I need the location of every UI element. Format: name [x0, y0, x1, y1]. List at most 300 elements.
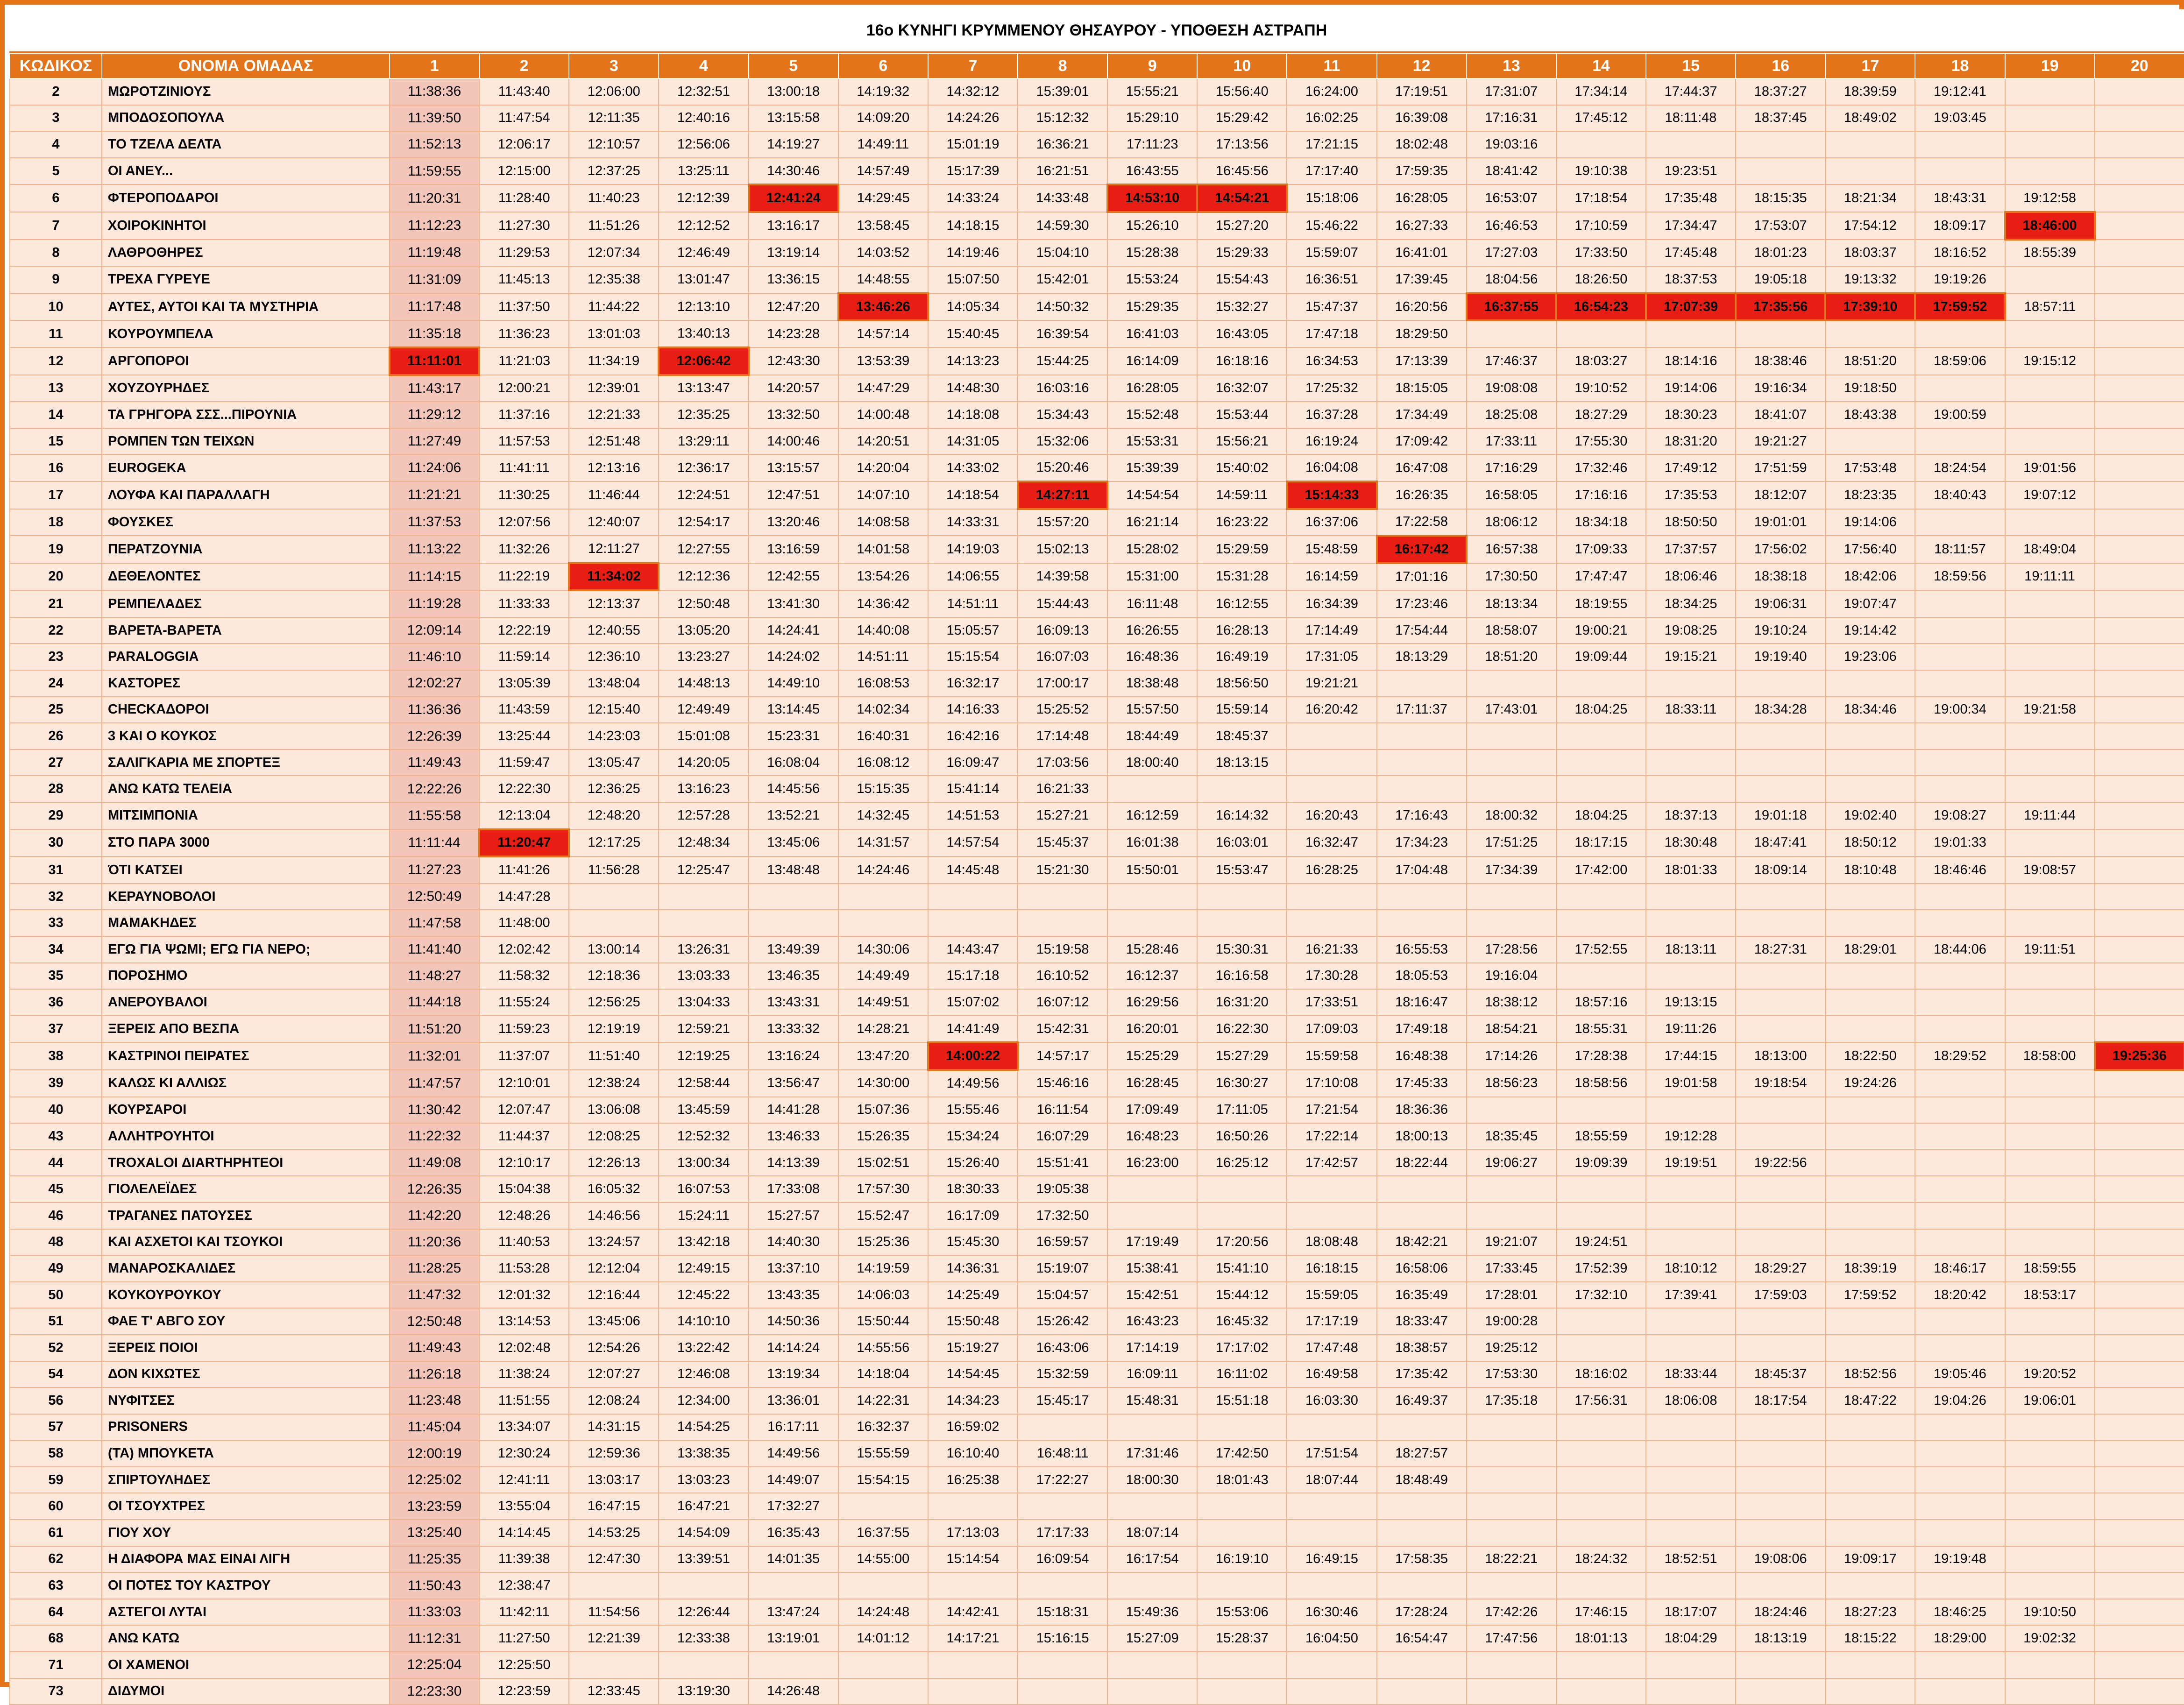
table-row	[10, 1467, 2184, 1493]
header-checkpoint-17: 17	[1825, 53, 1915, 78]
time-cell	[1377, 1678, 1467, 1705]
time-cell: 13:20:46	[749, 509, 838, 536]
time-cell: 18:27:23	[1825, 1599, 1915, 1626]
time-cell	[2005, 1467, 2095, 1493]
time-cell: 15:55:21	[1107, 78, 1197, 105]
time-cell: 14:24:02	[749, 644, 838, 670]
time-cell: 16:59:57	[1018, 1229, 1107, 1256]
time-cell	[1915, 1070, 2005, 1097]
time-cell	[1825, 910, 1915, 936]
time-cell	[1646, 884, 1736, 910]
time-cell: 19:11:44	[2005, 802, 2095, 829]
table-row	[10, 1652, 2184, 1678]
time-cell	[1825, 1652, 1915, 1678]
time-cell: 18:13:15	[1197, 750, 1287, 776]
header-row	[10, 53, 2184, 78]
time-cell: 17:34:39	[1467, 856, 1556, 884]
time-cell: 12:33:45	[569, 1678, 659, 1705]
time-cell: 12:52:32	[659, 1123, 748, 1150]
time-cell: 12:10:17	[479, 1150, 569, 1176]
time-cell: 12:21:33	[569, 402, 659, 428]
time-cell: 18:52:51	[1646, 1546, 1736, 1573]
time-cell: 18:54:21	[1467, 1016, 1556, 1043]
time-cell	[2005, 78, 2095, 105]
time-cell: 17:56:02	[1736, 536, 1825, 563]
time-cell: 12:15:40	[569, 697, 659, 723]
time-cell: 15:07:50	[928, 266, 1018, 293]
time-cell: 19:05:18	[1736, 266, 1825, 293]
header-checkpoint-2: 2	[479, 53, 569, 78]
time-cell: 16:08:04	[749, 750, 838, 776]
time-cell	[1825, 1097, 1915, 1124]
time-cell: 19:20:52	[2005, 1361, 2095, 1388]
team-code: 61	[10, 1520, 102, 1546]
time-cell	[2005, 750, 2095, 776]
header-checkpoint-6: 6	[838, 53, 928, 78]
team-name: ΛΑΘΡΟΘΗΡΕΣ	[102, 240, 390, 267]
time-cell	[1915, 989, 2005, 1016]
time-cell: 16:42:16	[928, 723, 1018, 750]
time-cell: 11:55:58	[390, 802, 479, 829]
time-cell: 19:08:08	[1467, 375, 1556, 402]
time-cell: 12:33:38	[659, 1625, 748, 1652]
time-cell	[1646, 320, 1736, 347]
time-cell: 12:22:30	[479, 776, 569, 802]
time-cell	[2095, 617, 2184, 644]
time-cell	[2095, 212, 2184, 240]
time-cell: 16:37:06	[1287, 509, 1376, 536]
time-cell: 16:11:54	[1018, 1097, 1107, 1124]
time-cell: 12:47:51	[749, 481, 838, 509]
team-code: 43	[10, 1123, 102, 1150]
time-cell	[1197, 1414, 1287, 1441]
time-cell: 15:57:50	[1107, 697, 1197, 723]
time-cell: 11:59:55	[390, 158, 479, 185]
time-cell	[1107, 1493, 1197, 1520]
time-cell: 14:25:49	[928, 1282, 1018, 1309]
time-cell	[1915, 1440, 2005, 1467]
time-cell	[2095, 1335, 2184, 1361]
time-cell: 17:31:46	[1107, 1440, 1197, 1467]
header-checkpoint-9: 9	[1107, 53, 1197, 78]
table-row	[10, 802, 2184, 829]
team-code: 45	[10, 1176, 102, 1203]
time-cell: 11:20:36	[390, 1229, 479, 1256]
time-cell	[2095, 723, 2184, 750]
time-cell: 17:32:27	[749, 1493, 838, 1520]
time-cell	[1556, 1493, 1646, 1520]
time-cell: 16:07:03	[1018, 644, 1107, 670]
time-cell: 13:15:58	[749, 105, 838, 132]
time-cell: 12:39:01	[569, 375, 659, 402]
time-cell: 16:16:58	[1197, 963, 1287, 990]
time-cell: 14:50:32	[1018, 293, 1107, 321]
time-cell	[928, 884, 1018, 910]
time-cell: 19:10:24	[1736, 617, 1825, 644]
time-cell	[2095, 536, 2184, 563]
time-cell: 11:23:48	[390, 1387, 479, 1414]
time-cell	[1736, 1440, 1825, 1467]
time-cell: 18:29:50	[1377, 320, 1467, 347]
time-cell	[2095, 1467, 2184, 1493]
time-cell	[2005, 963, 2095, 990]
time-cell: 17:52:55	[1556, 936, 1646, 963]
time-cell	[1736, 884, 1825, 910]
time-cell: 15:26:40	[928, 1150, 1018, 1176]
time-cell: 19:13:15	[1646, 989, 1736, 1016]
time-cell	[1736, 750, 1825, 776]
time-cell: 18:29:27	[1736, 1255, 1825, 1282]
time-cell: 15:19:07	[1018, 1255, 1107, 1282]
time-cell: 11:39:50	[390, 105, 479, 132]
time-cell: 13:58:45	[838, 212, 928, 240]
time-cell: 14:48:13	[659, 670, 748, 697]
time-cell	[2095, 1678, 2184, 1705]
time-cell: 14:19:59	[838, 1255, 928, 1282]
time-cell: 15:17:39	[928, 158, 1018, 185]
time-cell	[2095, 1493, 2184, 1520]
time-cell: 11:59:23	[479, 1016, 569, 1043]
table-row	[10, 829, 2184, 857]
header-checkpoint-10: 10	[1197, 53, 1287, 78]
time-cell: 16:03:01	[1197, 829, 1287, 857]
time-cell	[928, 1572, 1018, 1599]
time-cell: 14:20:04	[838, 454, 928, 481]
time-cell	[1825, 1308, 1915, 1335]
time-cell: 15:26:10	[1107, 212, 1197, 240]
time-cell: 15:19:27	[928, 1335, 1018, 1361]
time-cell: 16:21:33	[1018, 776, 1107, 802]
time-cell: 14:00:48	[838, 402, 928, 428]
time-cell: 17:47:47	[1556, 563, 1646, 591]
time-cell	[1377, 1414, 1467, 1441]
table-row	[10, 1282, 2184, 1309]
time-cell	[1197, 910, 1287, 936]
time-cell: 17:54:44	[1377, 617, 1467, 644]
time-cell: 18:38:57	[1377, 1335, 1467, 1361]
time-cell	[2005, 1176, 2095, 1203]
time-cell: 16:21:51	[1018, 158, 1107, 185]
time-cell	[2095, 375, 2184, 402]
time-cell	[1377, 776, 1467, 802]
time-cell: 16:43:05	[1197, 320, 1287, 347]
table-row	[10, 1387, 2184, 1414]
time-cell: 17:45:33	[1377, 1070, 1467, 1097]
time-cell: 14:06:55	[928, 563, 1018, 591]
header-checkpoint-4: 4	[659, 53, 748, 78]
time-cell	[1556, 910, 1646, 936]
time-cell: 18:17:54	[1736, 1387, 1825, 1414]
time-cell: 16:28:25	[1287, 856, 1376, 884]
table-row	[10, 1414, 2184, 1441]
time-cell: 17:21:54	[1287, 1097, 1376, 1124]
time-cell	[1287, 1520, 1376, 1546]
time-cell	[2095, 989, 2184, 1016]
time-cell: 17:42:50	[1197, 1440, 1287, 1467]
time-cell: 19:15:21	[1646, 644, 1736, 670]
time-cell: 12:26:44	[659, 1599, 748, 1626]
time-cell: 19:18:54	[1736, 1070, 1825, 1097]
team-code: 5	[10, 158, 102, 185]
time-cell	[1018, 884, 1107, 910]
time-cell	[1287, 1493, 1376, 1520]
time-cell	[2095, 936, 2184, 963]
time-cell: 18:22:44	[1377, 1150, 1467, 1176]
time-cell: 18:56:23	[1467, 1070, 1556, 1097]
table-row	[10, 428, 2184, 455]
time-cell	[2095, 131, 2184, 158]
time-cell	[1377, 1652, 1467, 1678]
time-cell: 15:52:47	[838, 1203, 928, 1229]
time-cell: 18:00:40	[1107, 750, 1197, 776]
time-cell: 11:37:50	[479, 293, 569, 321]
time-cell: 15:26:42	[1018, 1308, 1107, 1335]
time-cell: 17:51:25	[1467, 829, 1556, 857]
header-checkpoint-12: 12	[1377, 53, 1467, 78]
time-cell	[1556, 963, 1646, 990]
time-cell	[1646, 131, 1736, 158]
time-cell: 17:22:14	[1287, 1123, 1376, 1150]
time-cell: 18:38:48	[1107, 670, 1197, 697]
flagged-time-cell: 17:59:52	[1915, 293, 2005, 321]
time-cell: 13:04:33	[659, 989, 748, 1016]
time-cell: 18:50:12	[1825, 829, 1915, 857]
time-cell: 13:43:35	[749, 1282, 838, 1309]
table-row	[10, 590, 2184, 617]
team-name: ΡΟΜΠΕΝ ΤΩΝ ΤΕΙΧΩΝ	[102, 428, 390, 455]
time-cell: 14:59:11	[1197, 481, 1287, 509]
time-cell: 18:16:02	[1556, 1361, 1646, 1388]
time-cell: 19:24:26	[1825, 1070, 1915, 1097]
time-cell: 16:21:14	[1107, 509, 1197, 536]
time-cell: 19:21:07	[1467, 1229, 1556, 1256]
time-cell	[2005, 776, 2095, 802]
time-cell	[2095, 1150, 2184, 1176]
time-cell: 16:07:12	[1018, 989, 1107, 1016]
time-cell: 18:57:11	[2005, 293, 2095, 321]
time-cell: 12:02:42	[479, 936, 569, 963]
time-cell: 12:57:28	[659, 802, 748, 829]
time-cell: 15:53:31	[1107, 428, 1197, 455]
time-cell: 15:20:46	[1018, 454, 1107, 481]
time-cell: 17:18:54	[1556, 184, 1646, 212]
time-cell	[1107, 1203, 1197, 1229]
header-checkpoint-5: 5	[749, 53, 838, 78]
time-cell	[1646, 1176, 1736, 1203]
time-cell: 11:51:26	[569, 212, 659, 240]
time-cell: 12:32:51	[659, 78, 748, 105]
time-cell: 19:01:33	[1915, 829, 2005, 857]
time-cell	[659, 1652, 748, 1678]
team-code: 7	[10, 212, 102, 240]
time-cell: 14:32:45	[838, 802, 928, 829]
time-cell	[1915, 1335, 2005, 1361]
time-cell	[1736, 1493, 1825, 1520]
team-code: 59	[10, 1467, 102, 1493]
time-cell: 12:13:16	[569, 454, 659, 481]
time-cell: 16:32:17	[928, 670, 1018, 697]
time-cell	[2095, 105, 2184, 132]
team-name: ΦΑΕ Τ' ΑΒΓΟ ΣΟΥ	[102, 1308, 390, 1335]
time-cell	[1736, 1572, 1825, 1599]
time-cell: 15:56:21	[1197, 428, 1287, 455]
time-cell	[1915, 1652, 2005, 1678]
time-cell: 19:01:01	[1736, 509, 1825, 536]
time-cell	[2005, 1546, 2095, 1573]
time-cell: 19:13:32	[1825, 266, 1915, 293]
time-cell: 11:27:30	[479, 212, 569, 240]
time-cell: 18:39:59	[1825, 78, 1915, 105]
time-cell	[1467, 1440, 1556, 1467]
time-cell: 15:30:31	[1197, 936, 1287, 963]
time-cell: 17:14:49	[1287, 617, 1376, 644]
time-cell	[1915, 1308, 2005, 1335]
team-code: 17	[10, 481, 102, 509]
time-cell: 12:34:00	[659, 1387, 748, 1414]
time-cell	[1646, 670, 1736, 697]
team-name: ΕΓΩ ΓΙΑ ΨΩΜΙ; ΕΓΩ ΓΙΑ ΝΕΡΟ;	[102, 936, 390, 963]
time-cell: 14:51:11	[838, 644, 928, 670]
time-cell: 13:43:31	[749, 989, 838, 1016]
time-cell	[749, 910, 838, 936]
time-cell: 14:45:48	[928, 856, 1018, 884]
team-name: ΣΤΟ ΠΑΡΑ 3000	[102, 829, 390, 857]
time-cell: 15:38:41	[1107, 1255, 1197, 1282]
time-cell	[1197, 1572, 1287, 1599]
time-cell: 16:32:47	[1287, 829, 1376, 857]
time-cell: 12:36:25	[569, 776, 659, 802]
time-cell: 19:11:51	[2005, 936, 2095, 963]
time-cell	[1915, 1203, 2005, 1229]
time-cell: 12:23:59	[479, 1678, 569, 1705]
time-cell	[1646, 1467, 1736, 1493]
time-cell: 17:09:49	[1107, 1097, 1197, 1124]
time-cell: 13:37:10	[749, 1255, 838, 1282]
time-cell: 16:04:50	[1287, 1625, 1376, 1652]
flagged-time-cell: 12:06:42	[659, 347, 748, 375]
time-cell: 17:28:56	[1467, 936, 1556, 963]
time-cell: 16:49:58	[1287, 1361, 1376, 1388]
time-cell	[1825, 1203, 1915, 1229]
time-cell	[1736, 723, 1825, 750]
time-cell: 14:57:14	[838, 320, 928, 347]
time-cell: 17:10:59	[1556, 212, 1646, 240]
time-cell: 14:41:49	[928, 1016, 1018, 1043]
time-cell: 13:47:24	[749, 1599, 838, 1626]
team-name: ΟΙ ΑΝΕΥ...	[102, 158, 390, 185]
team-name: ΤΡΑΓΑΝΕΣ ΠΑΤΟΥΣΕΣ	[102, 1203, 390, 1229]
flagged-time-cell: 13:46:26	[838, 293, 928, 321]
team-name: ΑΡΓΟΠΟΡΟΙ	[102, 347, 390, 375]
time-cell: 11:41:26	[479, 856, 569, 884]
time-cell: 12:12:39	[659, 184, 748, 212]
time-cell: 17:22:58	[1377, 509, 1467, 536]
time-cell	[1915, 1414, 2005, 1441]
time-cell	[2005, 1070, 2095, 1097]
time-cell: 16:57:38	[1467, 536, 1556, 563]
time-cell	[838, 1652, 928, 1678]
time-cell	[1287, 910, 1376, 936]
time-cell: 13:00:18	[749, 78, 838, 105]
team-name: ΦΟΥΣΚΕΣ	[102, 509, 390, 536]
time-cell: 14:55:00	[838, 1546, 928, 1573]
time-cell: 17:09:42	[1377, 428, 1467, 455]
time-cell: 19:19:51	[1646, 1150, 1736, 1176]
time-cell: 19:02:40	[1825, 802, 1915, 829]
time-cell: 18:11:57	[1915, 536, 2005, 563]
time-cell: 18:40:43	[1915, 481, 2005, 509]
time-cell: 18:24:46	[1736, 1599, 1825, 1626]
time-cell	[2095, 1387, 2184, 1414]
time-cell	[2005, 670, 2095, 697]
time-cell: 16:10:52	[1018, 963, 1107, 990]
time-cell: 15:47:37	[1287, 293, 1376, 321]
time-cell: 18:13:11	[1646, 936, 1736, 963]
time-cell: 17:58:35	[1377, 1546, 1467, 1573]
time-cell: 14:24:26	[928, 105, 1018, 132]
time-cell: 11:43:40	[479, 78, 569, 105]
time-cell: 12:54:26	[569, 1335, 659, 1361]
flagged-time-cell: 17:39:10	[1825, 293, 1915, 321]
time-cell: 19:19:48	[1915, 1546, 2005, 1573]
time-cell: 14:30:46	[749, 158, 838, 185]
time-cell: 19:15:12	[2005, 347, 2095, 375]
time-cell: 16:14:32	[1197, 802, 1287, 829]
table-row	[10, 670, 2184, 697]
time-cell: 11:14:15	[390, 563, 479, 591]
team-name: CHECKAΔΟΡΟΙ	[102, 697, 390, 723]
time-cell: 19:11:11	[2005, 563, 2095, 591]
time-cell: 16:11:48	[1107, 590, 1197, 617]
time-cell: 19:09:44	[1556, 644, 1646, 670]
time-cell: 15:29:10	[1107, 105, 1197, 132]
time-cell	[1915, 1467, 2005, 1493]
time-cell: 14:50:36	[749, 1308, 838, 1335]
time-cell: 17:13:39	[1377, 347, 1467, 375]
time-cell: 13:16:24	[749, 1042, 838, 1070]
time-cell: 14:54:09	[659, 1520, 748, 1546]
time-cell	[1556, 1652, 1646, 1678]
time-cell: 14:23:28	[749, 320, 838, 347]
time-cell: 15:28:37	[1197, 1625, 1287, 1652]
time-cell	[1377, 1176, 1467, 1203]
team-code: 16	[10, 454, 102, 481]
team-name: ΦΤΕΡΟΠΟΔΑΡΟΙ	[102, 184, 390, 212]
time-cell: 17:04:48	[1377, 856, 1467, 884]
time-cell: 18:02:48	[1377, 131, 1467, 158]
time-cell: 14:17:21	[928, 1625, 1018, 1652]
time-cell	[1556, 1308, 1646, 1335]
team-code: 31	[10, 856, 102, 884]
time-cell: 17:30:28	[1287, 963, 1376, 990]
table-row	[10, 1308, 2184, 1335]
time-cell: 16:20:01	[1107, 1016, 1197, 1043]
results-table	[9, 53, 2184, 1705]
time-cell: 17:49:12	[1646, 454, 1736, 481]
time-cell: 11:21:21	[390, 481, 479, 509]
time-cell: 15:51:41	[1018, 1150, 1107, 1176]
time-cell: 17:19:51	[1377, 78, 1467, 105]
time-cell	[2005, 266, 2095, 293]
time-cell: 15:27:09	[1107, 1625, 1197, 1652]
time-cell: 12:35:25	[659, 402, 748, 428]
time-cell	[2005, 131, 2095, 158]
time-cell: 14:36:42	[838, 590, 928, 617]
time-cell: 15:39:39	[1107, 454, 1197, 481]
time-cell: 14:13:39	[749, 1150, 838, 1176]
time-cell: 11:30:42	[390, 1097, 479, 1124]
time-cell	[2095, 1572, 2184, 1599]
